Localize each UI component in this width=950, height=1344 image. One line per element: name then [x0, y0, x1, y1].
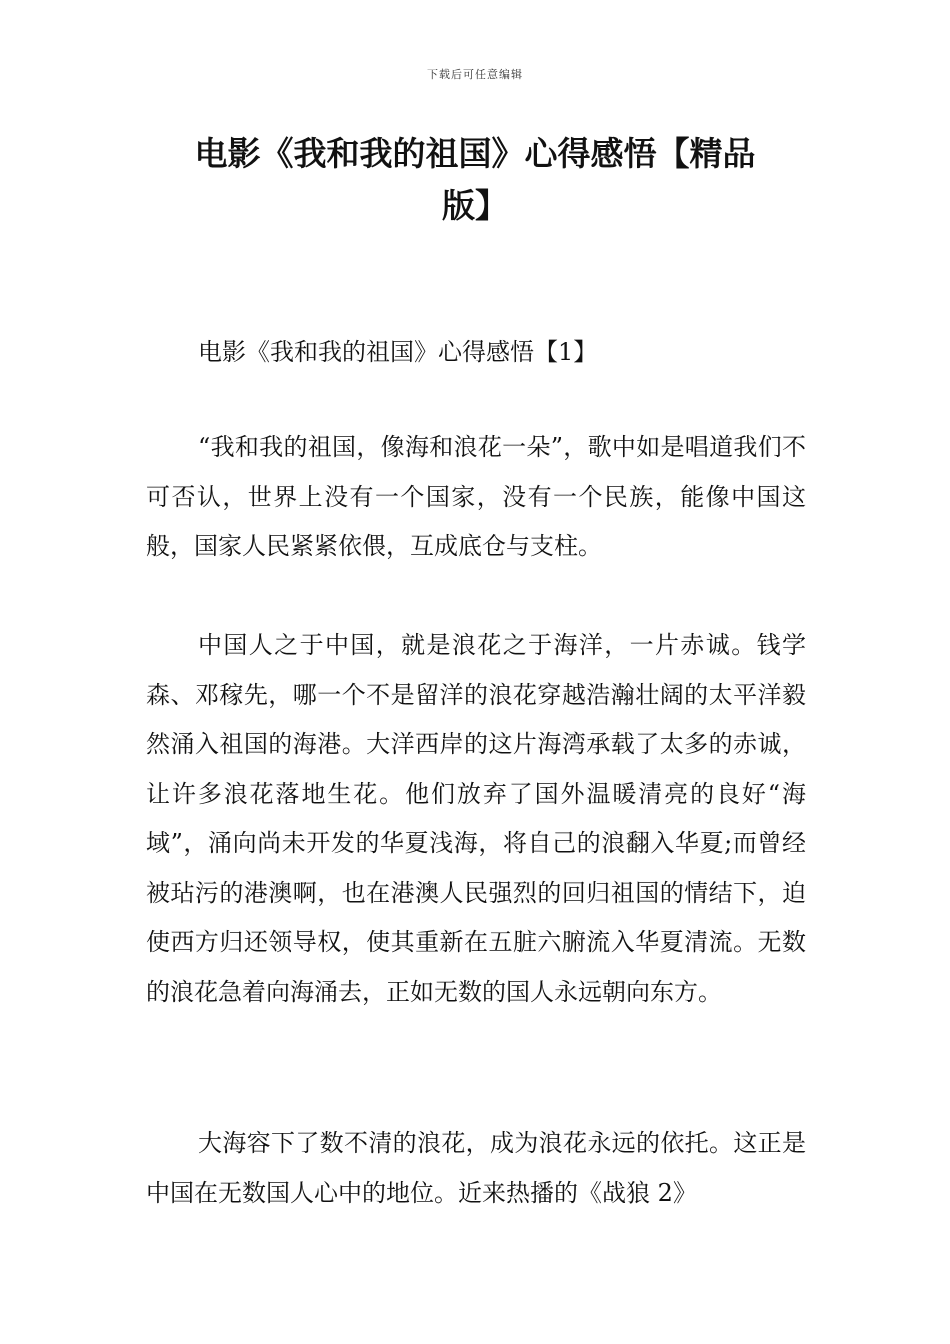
header-note: 下载后可任意编辑 [427, 68, 523, 81]
section-heading: 电影《我和我的祖国》心得感悟【1】 [198, 338, 598, 366]
document-title: 电影《我和我的祖国》心得感悟【精品版】 [194, 134, 756, 225]
paragraph: 大海容下了数不清的浪花，成为浪花永远的依托。这正是中国在无数国人心中的地位。近来热播的《战狼 2》 [146, 1129, 806, 1207]
paragraph: 中国人之于中国，就是浪花之于海洋，一片赤诚。钱学森、邓稼先，哪一个不是留洋的浪花穿越浩瀚壮阔的太平洋毅然涌入祖国的海港。大洋西岸的这片海湾承载了太多的赤诚，让许多浪花落地生花。他们放弃了国外温暖清亮的良好“海域”，涌向尚未开发的华夏浅海，将自己的浪翻入华夏;而曾经被玷污的港澳啊，也在港澳人民强烈的回归祖国的情结下，迫使西方归还领导权，使其重新在五脏六腑流入华夏清流。无数的浪花急着向海涌去，正如无数的国人永远朝向东方。 [146, 631, 806, 1006]
paragraph: “我和我的祖国，像海和浪花一朵”，歌中如是唱道我们不可否认，世界上没有一个国家，没有一个民族，能像中国这般，国家人民紧紧依偎，互成底仓与支柱。 [146, 433, 806, 560]
